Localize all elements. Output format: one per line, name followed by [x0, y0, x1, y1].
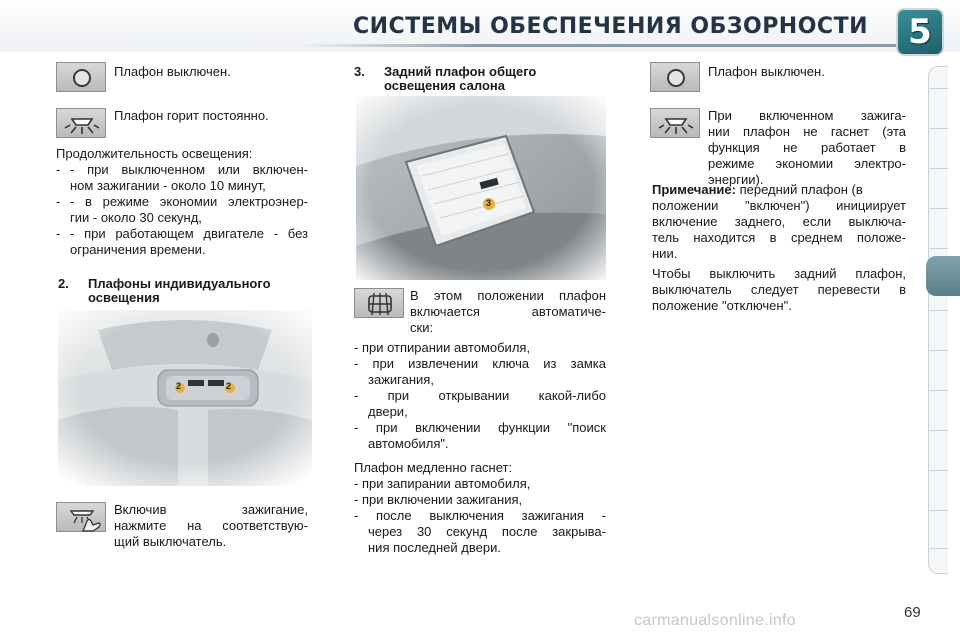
- fade-title: Плафон медленно гаснет:: [354, 460, 513, 475]
- auto-item-cont: двери,: [368, 404, 408, 419]
- tab-divider: [930, 208, 948, 209]
- callout-3: 3: [486, 198, 492, 208]
- lamp-on-icon: [56, 108, 106, 138]
- lamp-on-icon: [650, 108, 700, 138]
- tab-divider: [930, 350, 948, 351]
- lamp-off-text: Плафон выключен.: [114, 64, 231, 79]
- hand-press-switch-icon: [56, 502, 106, 532]
- auto-item-cont: зажигания,: [368, 372, 434, 387]
- tab-divider: [930, 248, 948, 249]
- tab-divider: [930, 430, 948, 431]
- rear-lamp-on-line: энергии).: [708, 172, 764, 187]
- lamp-off-icon: [650, 62, 700, 92]
- tab-divider: [930, 548, 948, 549]
- section-2-heading: 2. Плафоны индивидуального освещения: [58, 276, 271, 305]
- auto-mode-line: В этом положении плафон: [410, 288, 606, 303]
- note-line: нии.: [652, 246, 678, 261]
- off-advice-line: Чтобы выключить задний плафон,: [652, 266, 906, 281]
- section-3-heading: 3. Задний плафон общего освещения салона: [354, 64, 537, 93]
- fade-item-cont: через 30 секунд после закрыва-: [368, 524, 606, 539]
- rear-lamp-on-line: При включенном зажига-: [708, 108, 906, 123]
- fade-item: - после выключения зажигания -: [354, 508, 606, 523]
- switch-instruction-line: нажмите на соответствую-: [114, 518, 308, 533]
- tab-divider: [930, 88, 948, 89]
- chapter-tab-strip: [928, 66, 948, 574]
- note-label: Примечание:: [652, 182, 736, 197]
- fade-item-cont: ния последней двери.: [368, 540, 501, 555]
- lamp-on-text: Плафон горит постоянно.: [114, 108, 269, 123]
- active-chapter-tab: [926, 256, 960, 296]
- duration-item-cont: гии - около 30 секунд,: [70, 210, 202, 225]
- duration-title: Продолжительность освещения:: [56, 146, 253, 161]
- rear-lamp-on-line: нии плафон не гаснет (эта: [708, 124, 906, 139]
- fade-item: - при запирании автомобиля,: [354, 476, 531, 491]
- page-number: 69: [904, 604, 921, 621]
- front-lights-photo: [58, 310, 312, 486]
- fade-item: - при включении зажигания,: [354, 492, 523, 507]
- off-advice-line: положение "отключен".: [652, 298, 792, 313]
- tab-divider: [930, 310, 948, 311]
- page-title: СИСТЕМЫ ОБЕСПЕЧЕНИЯ ОБЗОРНОСТИ: [352, 14, 868, 39]
- note-line: тель находится в среднем положе-: [652, 230, 906, 245]
- tab-divider: [930, 128, 948, 129]
- watermark: carmanualsonline.info: [634, 612, 796, 629]
- duration-item-cont: ном зажигании - около 10 минут,: [70, 178, 266, 193]
- note-first-line: Примечание: передний плафон (в: [652, 182, 863, 197]
- rear-light-photo: [356, 96, 606, 280]
- tab-divider: [930, 510, 948, 511]
- callout-2-left: 2: [176, 381, 182, 391]
- duration-item-cont: ограничения времени.: [70, 242, 206, 257]
- callout-2-right: 2: [226, 381, 232, 391]
- note-line: включение заднего, если выключа-: [652, 214, 906, 229]
- tab-divider: [930, 390, 948, 391]
- rear-lamp-on-line: режиме экономии электро-: [708, 156, 906, 171]
- rear-lamp-on-line: функция не работает в: [708, 140, 906, 155]
- note-line: положении "включен") инициирует: [652, 198, 906, 213]
- tab-divider: [930, 470, 948, 471]
- off-advice-line: выключатель следует перевести в: [652, 282, 906, 297]
- rear-lamp-off-text: Плафон выключен.: [708, 64, 825, 79]
- lamp-off-icon: [56, 62, 106, 92]
- auto-item-cont: автомобиля".: [368, 436, 449, 451]
- switch-instruction-line: щий выключатель.: [114, 534, 227, 549]
- switch-instruction-line: Включив зажигание,: [114, 502, 308, 517]
- header-rule: [300, 44, 900, 47]
- auto-mode-line: ски:: [410, 320, 434, 335]
- tab-divider: [930, 168, 948, 169]
- auto-mode-line: включается автоматиче-: [410, 304, 606, 319]
- door-mode-icon: [354, 288, 404, 318]
- chapter-badge: 5: [896, 8, 944, 56]
